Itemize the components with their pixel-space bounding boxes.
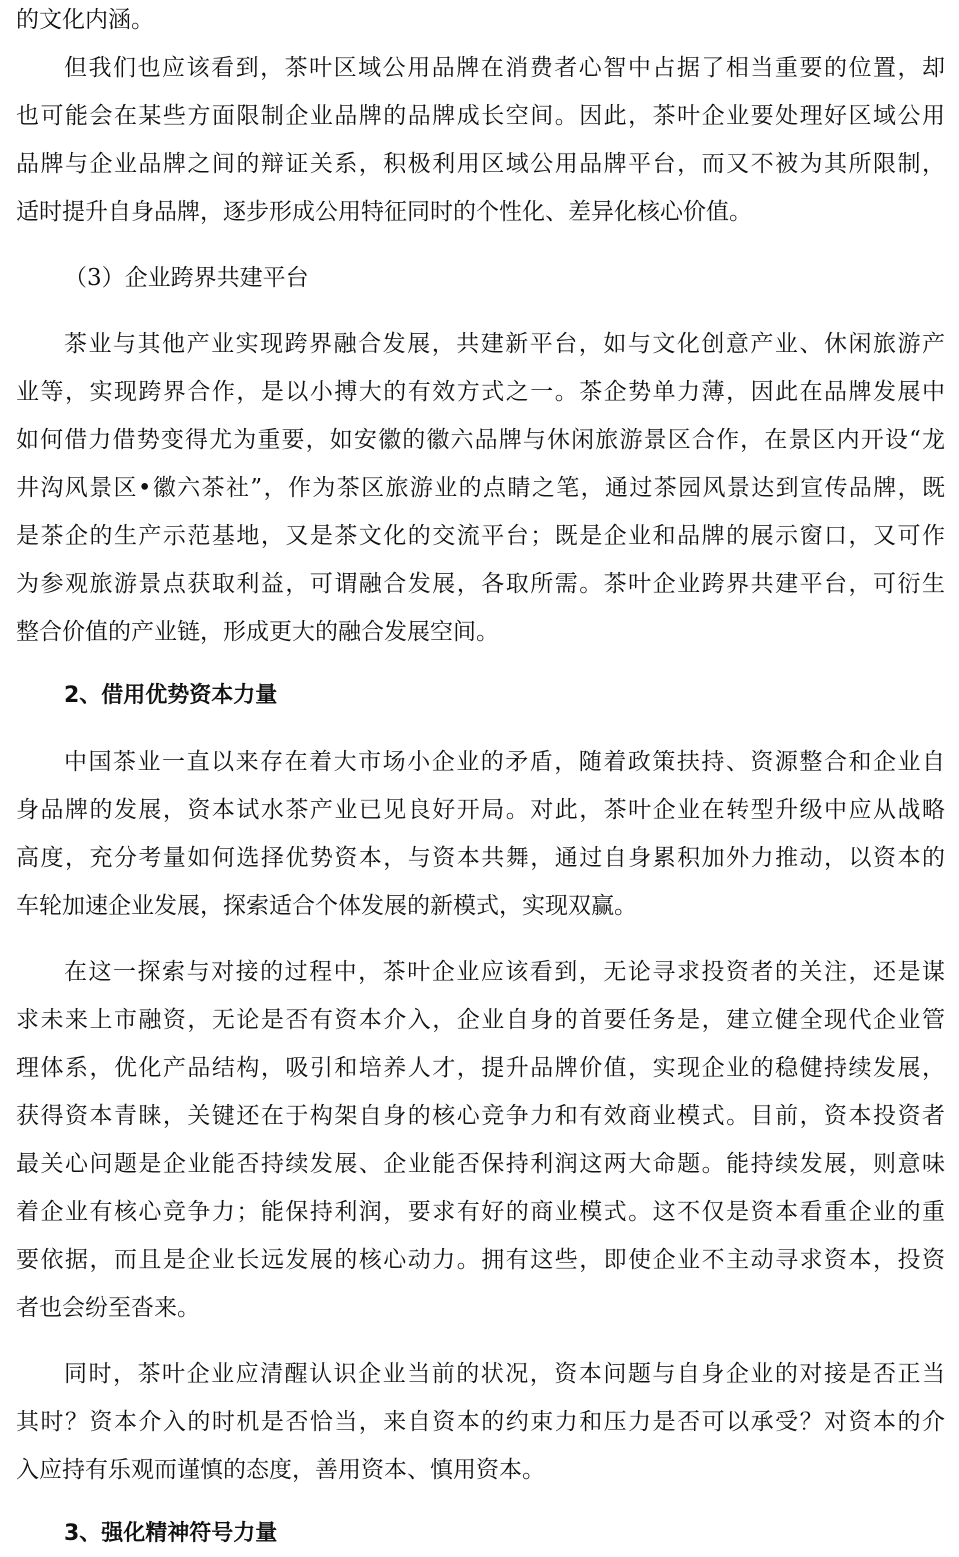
- text-line: 其时？资本介入的时机是否恰当，来自资本的约束力和压力是否可以承受？对资本的介: [16, 1409, 945, 1435]
- text-line: 车轮加速企业发展，探索适合个体发展的新模式，实现双赢。: [16, 893, 637, 919]
- text-line: 是茶企的生产示范基地，又是茶文化的交流平台；既是企业和品牌的展示窗口，又可作: [16, 523, 945, 549]
- paragraph-first-line: 茶业与其他产业实现跨界融合发展，共建新平台，如与文化创意产业、休闲旅游产: [64, 331, 945, 357]
- text-line: 为参观旅游景点获取利益，可谓融合发展，各取所需。茶叶企业跨界共建平台，可衍生: [16, 571, 945, 597]
- text-line: 业等，实现跨界合作，是以小搏大的有效方式之一。茶企势单力薄，因此在品牌发展中: [16, 379, 945, 405]
- text-line: 求未来上市融资，无论是否有资本介入，企业自身的首要任务是，建立健全现代企业管: [16, 1007, 945, 1033]
- paragraph-first-line: 在这一探索与对接的过程中，茶叶企业应该看到，无论寻求投资者的关注，还是谋: [64, 959, 945, 985]
- text-line: 也可能会在某些方面限制企业品牌的品牌成长空间。因此，茶叶企业要处理好区域公用: [16, 103, 945, 129]
- text-line: 的文化内涵。: [16, 7, 154, 33]
- section-subheading: （3）企业跨界共建平台: [64, 265, 309, 291]
- text-line: 入应持有乐观而谨慎的态度，善用资本、慎用资本。: [16, 1457, 545, 1483]
- text-line: 着企业有核心竞争力；能保持利润，要求有好的商业模式。这不仅是资本看重企业的重: [16, 1199, 945, 1225]
- text-line: 品牌与企业品牌之间的辩证关系，积极利用区域公用品牌平台，而又不被为其所限制，: [16, 151, 945, 177]
- text-line: 最关心问题是企业能否持续发展、企业能否保持利润这两大命题。能持续发展，则意味: [16, 1151, 945, 1177]
- paragraph-first-line: 中国茶业一直以来存在着大市场小企业的矛盾，随着政策扶持、资源整合和企业自: [64, 749, 945, 775]
- text-line: 适时提升自身品牌，逐步形成公用特征同时的个性化、差异化核心价值。: [16, 199, 752, 225]
- section-heading: 2、借用优势资本力量: [64, 683, 278, 708]
- text-line: 高度，充分考量如何选择优势资本，与资本共舞，通过自身累积加外力推动，以资本的: [16, 845, 945, 871]
- paragraph-first-line: 但我们也应该看到，茶叶区域公用品牌在消费者心智中占据了相当重要的位置，却: [64, 55, 945, 81]
- text-line: 如何借力借势变得尤为重要，如安徽的徽六品牌与休闲旅游景区合作，在景区内开设“龙: [16, 427, 945, 453]
- text-line: 身品牌的发展，资本试水茶产业已见良好开局。对此，茶叶企业在转型升级中应从战略: [16, 797, 945, 823]
- text-line: 要依据，而且是企业长远发展的核心动力。拥有这些，即使企业不主动寻求资本，投资: [16, 1247, 945, 1273]
- text-line: 理体系，优化产品结构，吸引和培养人才，提升品牌价值，实现企业的稳健持续发展，: [16, 1055, 945, 1081]
- text-line: 者也会纷至沓来。: [16, 1295, 200, 1321]
- paragraph-first-line: 同时，茶叶企业应清醒认识企业当前的状况，资本问题与自身企业的对接是否正当: [64, 1361, 945, 1387]
- text-line: 整合价值的产业链，形成更大的融合发展空间。: [16, 619, 499, 645]
- section-heading: 3、强化精神符号力量: [64, 1521, 278, 1546]
- text-line: 获得资本青睐，关键还在于构架自身的核心竞争力和有效商业模式。目前，资本投资者: [16, 1103, 945, 1129]
- text-line: 井沟风景区•徽六茶社”，作为茶区旅游业的点睛之笔，通过茶园风景达到宣传品牌，既: [16, 475, 945, 501]
